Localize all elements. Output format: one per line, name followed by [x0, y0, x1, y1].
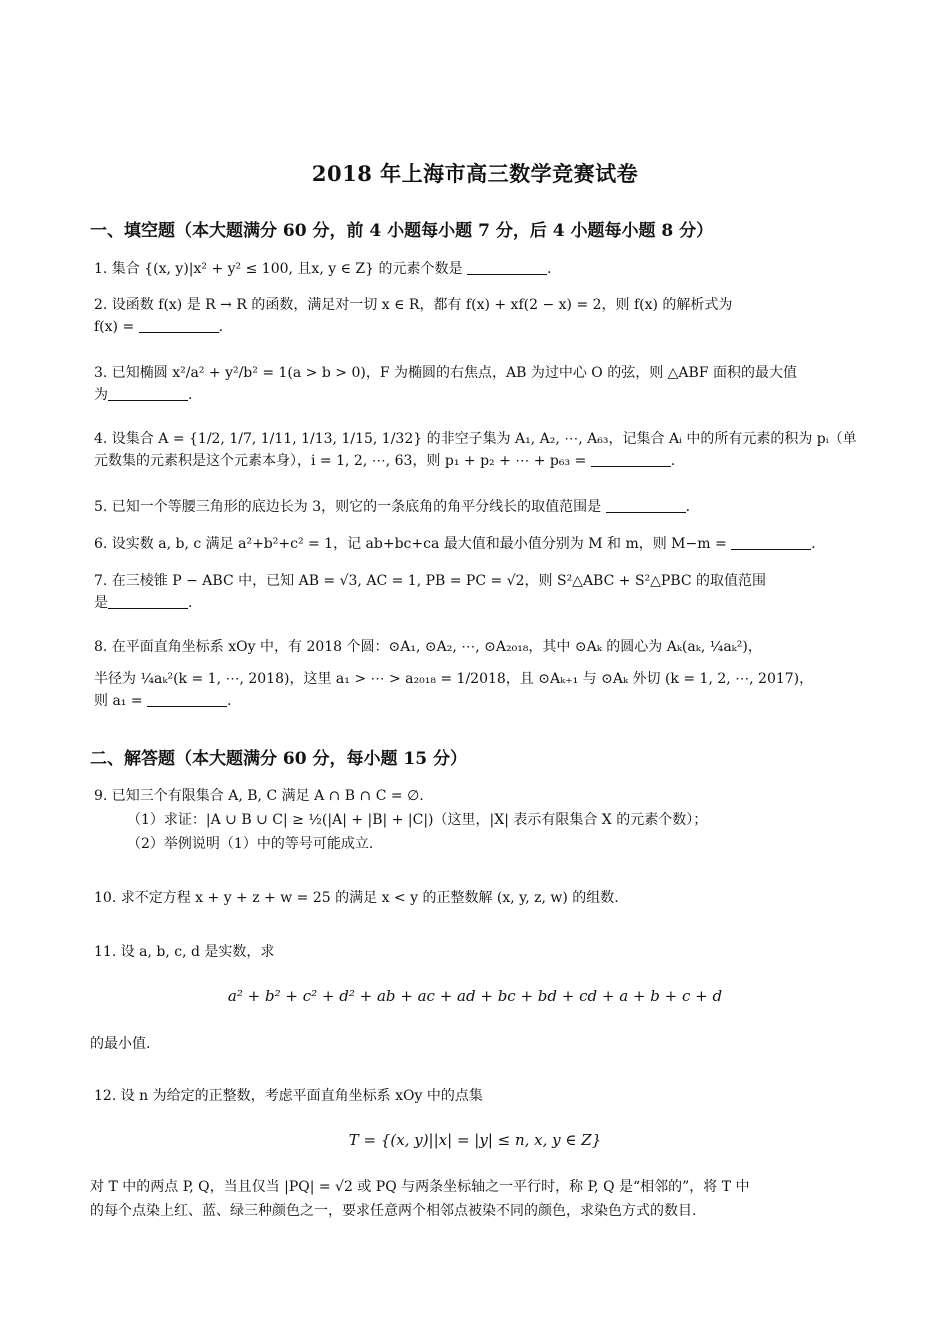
question-11-formula: a² + b² + c² + d² + ab + ac + ad + bc + bd + cd + a + b + c + d	[227, 987, 723, 1005]
answer-blank	[731, 535, 811, 550]
question-5: 5. 已知一个等腰三角形的底边长为 3，则它的一条底角的角平分线长的取值范围是 .	[94, 499, 691, 515]
question-2-line2: f(x) = .	[94, 319, 224, 335]
question-12-line2: 的每个点染上红、蓝、绿三种颜色之一，要求任意两个相邻点被染不同的颜色，求染色方式的数目.	[90, 1203, 697, 1219]
question-8-line3: 则 a₁ = .	[94, 693, 232, 709]
question-3	[90, 362, 864, 406]
question-3-line2: 为 .	[94, 387, 193, 403]
section-1-heading: 一、填空题（本大题满分 60 分，前 4 小题每小题 7 分，后 4 小题每小题 8 分）	[90, 221, 714, 241]
question-9-part-2: （2）举例说明（1）中的等号可能成立.	[127, 836, 374, 852]
question-1-end: .	[546, 261, 552, 277]
question-5-text: 5. 已知一个等腰三角形的底边长为 3，则它的一条底角的角平分线长的取值范围是	[94, 499, 602, 515]
question-8-line2: 半径为 ¼aₖ²(k = 1, ⋯, 2018)，这里 a₁ > ⋯ > a₂₀₁₈ = 1/2018，且 ⊙Aₖ₊₁ 与 ⊙Aₖ 外切 (k = 1, 2, ⋯, 2017)，	[94, 671, 814, 687]
question-7-line2-text: 是	[94, 595, 108, 611]
question-2-line2-text: f(x) =	[94, 319, 135, 335]
question-1	[90, 258, 864, 280]
question-2	[90, 294, 864, 338]
question-4-line2: 元数集的元素积是这个元素本身），i = 1, 2, ⋯, 63，则 p₁ + p₂ + ⋯ + p₆₃ = .	[94, 453, 676, 469]
answer-blank	[139, 318, 219, 333]
question-7	[90, 570, 864, 614]
question-12: 12. 设 n 为给定的正整数，考虑平面直角坐标系 xOy 中的点集	[94, 1088, 483, 1104]
question-2-line1: 2. 设函数 f(x) 是 R → R 的函数，满足对一切 x ∈ R，都有 f(x) + xf(2 − x) = 2，则 f(x) 的解析式为	[94, 297, 733, 313]
answer-blank	[147, 692, 227, 707]
question-4-line2-text: 元数集的元素积是这个元素本身），i = 1, 2, ⋯, 63，则 p₁ + p₂ + ⋯ + p₆₃ =	[94, 453, 587, 469]
answer-blank	[108, 594, 188, 609]
question-12-line1: 对 T 中的两点 P, Q，当且仅当 |PQ| = √2 或 PQ 与两条坐标轴之一平行时，称 P, Q 是“相邻的”，将 T 中	[90, 1179, 750, 1195]
question-6: 6. 设实数 a, b, c 满足 a²+b²+c² = 1，记 ab+bc+ca 最大值和最小值分别为 M 和 m，则 M−m = .	[94, 536, 816, 552]
question-4	[90, 428, 864, 472]
question-9-part-1: （1）求证：|A ∪ B ∪ C| ≥ ½(|A| + |B| + |C|)（这里，|X| 表示有限集合 X 的元素个数）；	[127, 812, 708, 828]
question-8-line1: 8. 在平面直角坐标系 xOy 中，有 2018 个圆：⊙A₁, ⊙A₂, ⋯, ⊙A₂₀₁₈，其中 ⊙Aₖ 的圆心为 Aₖ(aₖ, ¼aₖ²)，	[94, 639, 762, 655]
answer-blank	[591, 452, 671, 467]
section-2-heading: 二、解答题（本大题满分 60 分，每小题 15 分）	[90, 749, 467, 769]
answer-blank	[467, 260, 547, 275]
answer-blank	[606, 498, 686, 513]
question-6-text: 6. 设实数 a, b, c 满足 a²+b²+c² = 1，记 ab+bc+ca 最大值和最小值分别为 M 和 m，则 M−m =	[94, 536, 727, 552]
question-3-line1: 3. 已知椭圆 x²/a² + y²/b² = 1(a > b > 0)，F 为椭圆的右焦点，AB 为过中心 O 的弦，则 △ABF 面积的最大值	[94, 365, 797, 381]
question-9: 9. 已知三个有限集合 A, B, C 满足 A ∩ B ∩ C = ∅.	[94, 788, 424, 804]
question-7-line2: 是 .	[94, 595, 193, 611]
question-8-line3-text: 则 a₁ =	[94, 693, 143, 709]
question-10: 10. 求不定方程 x + y + z + w = 25 的满足 x < y 的正整数解 (x, y, z, w) 的组数.	[94, 890, 619, 906]
question-7-line1: 7. 在三棱锥 P − ABC 中，已知 AB = √3, AC = 1, PB = PC = √2，则 S²△ABC + S²△PBC 的取值范围	[94, 573, 767, 589]
question-11: 11. 设 a, b, c, d 是实数，求	[94, 944, 275, 960]
question-8	[90, 636, 864, 712]
question-12-formula: T = {(x, y)||x| = |y| ≤ n, x, y ∈ Z}	[348, 1131, 602, 1149]
question-3-line2-text: 为	[94, 387, 108, 403]
question-4-line1: 4. 设集合 A = {1/2, 1/7, 1/11, 1/13, 1/15, 1/32} 的非空子集为 A₁, A₂, ⋯, A₆₃，记集合 Aᵢ 中的所有元素的积为 pᵢ（单	[94, 431, 857, 447]
answer-blank	[108, 386, 188, 401]
page-title: 2018 年上海市高三数学竞赛试卷	[311, 161, 639, 186]
question-11-end: 的最小值.	[90, 1036, 151, 1052]
question-1-text: 1. 集合 {(x, y)|x² + y² ≤ 100, 且x, y ∈ Z} 的元素个数是	[94, 261, 463, 277]
